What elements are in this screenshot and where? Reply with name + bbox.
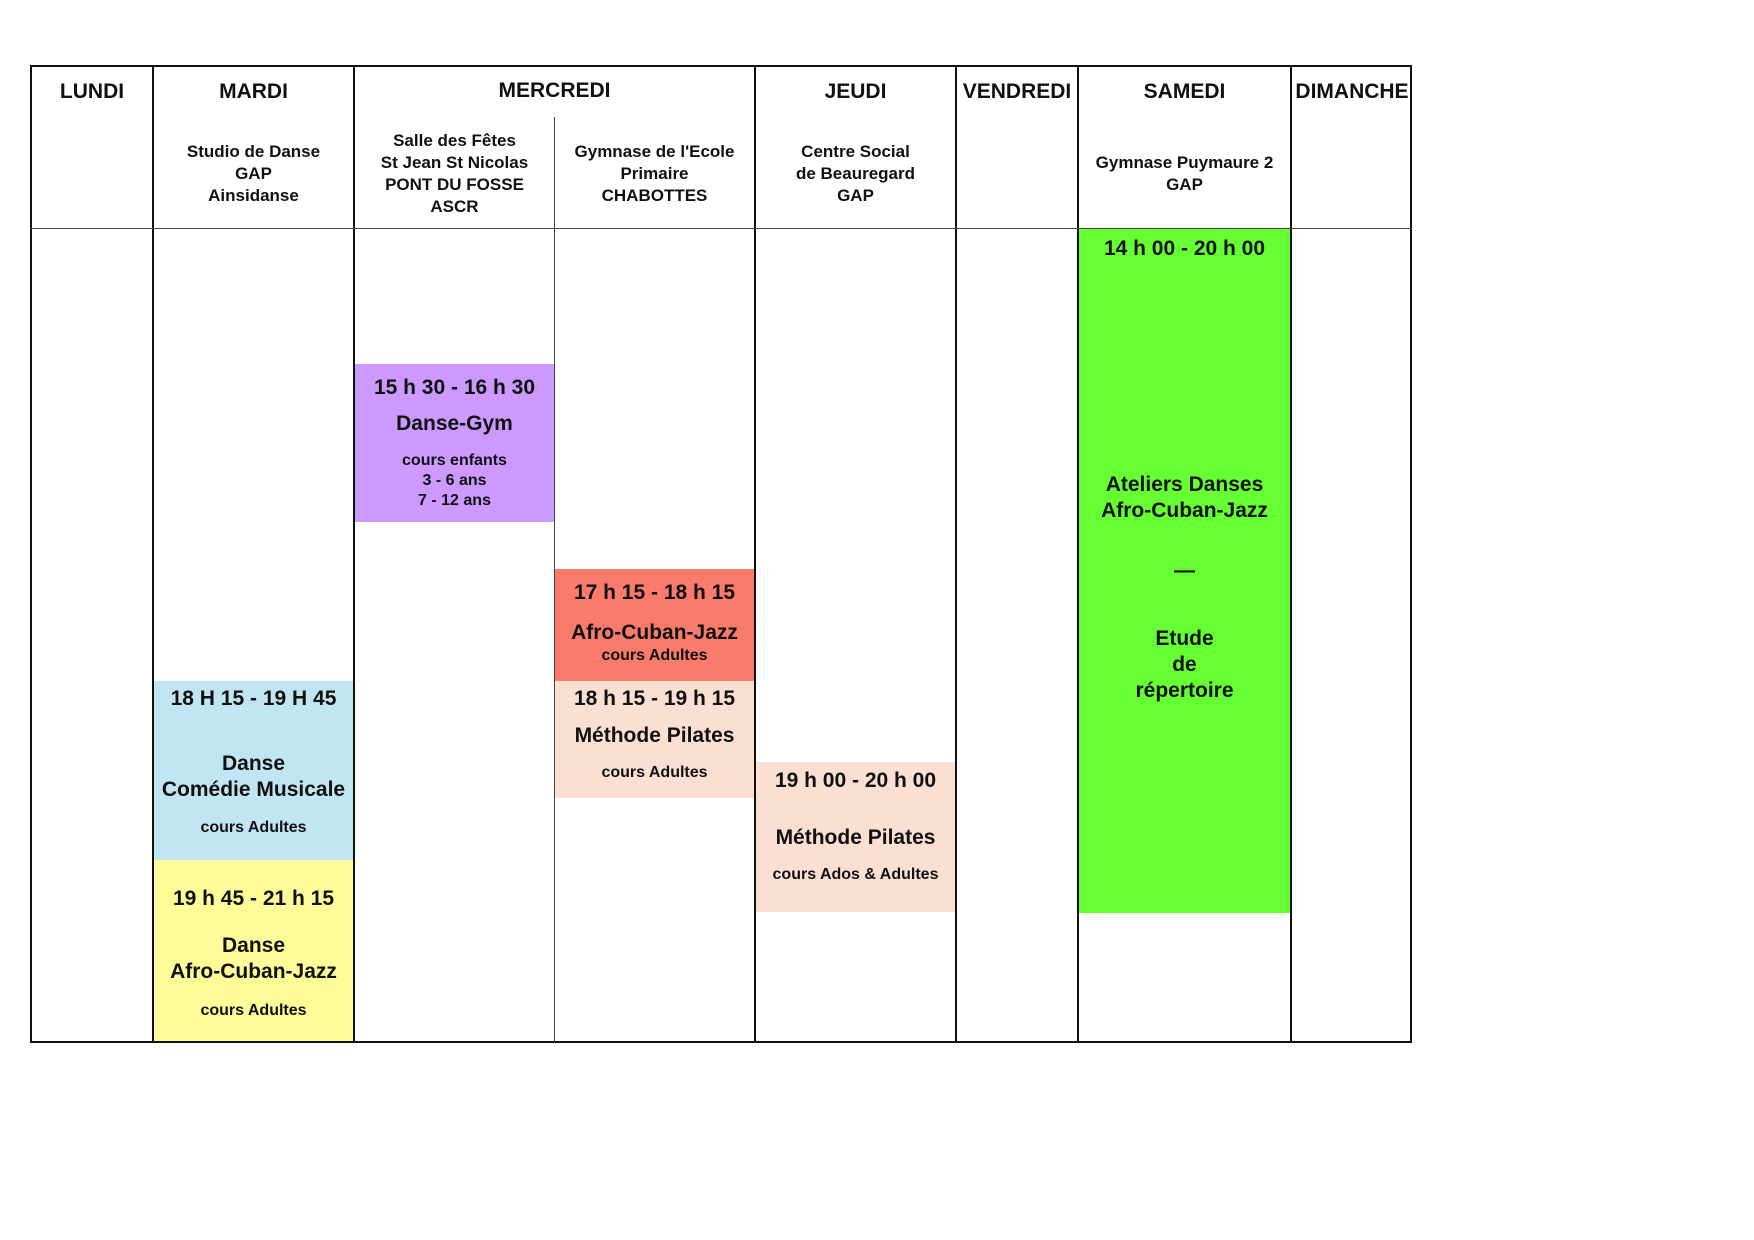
day-vendredi: VENDREDI	[962, 80, 1072, 103]
session-title: Ateliers Danses Afro-Cuban-Jazz	[1101, 473, 1268, 522]
day-dimanche: DIMANCHE	[1295, 80, 1409, 103]
day-lundi: LUNDI	[59, 80, 125, 103]
session-title: Danse Afro-Cuban-Jazz	[170, 934, 337, 983]
session-danse-gym	[355, 364, 554, 522]
session-time: 19 h 00 - 20 h 00	[774, 769, 937, 792]
session-note: cours Ados & Adultes	[772, 866, 939, 883]
col-sep-jeudi-vendredi	[955, 65, 957, 1043]
session-title: Afro-Cuban-Jazz	[571, 621, 738, 644]
session-time: 19 h 45 - 21 h 15	[172, 887, 335, 910]
session-comedie-musicale	[154, 681, 353, 860]
session-title: Danse Comédie Musicale	[161, 752, 346, 801]
session-pilates-mercredi	[555, 681, 754, 798]
session-time: 17 h 15 - 18 h 15	[573, 581, 736, 604]
session-title: Méthode Pilates	[574, 724, 735, 747]
col-sep-samedi-dimanche	[1290, 65, 1292, 1043]
session-time: 14 h 00 - 20 h 00	[1103, 237, 1266, 260]
venue-jeudi: Centre Social de Beauregard GAP	[795, 142, 916, 205]
session-pilates-jeudi	[756, 762, 955, 912]
day-mercredi: MERCREDI	[498, 79, 611, 102]
venue-mercredi-2: Gymnase de l'Ecole Primaire CHABOTTES	[574, 142, 735, 205]
session-time: 15 h 30 - 16 h 30	[373, 376, 536, 399]
session-time: 18 H 15 - 19 H 45	[170, 687, 337, 710]
session-title: Méthode Pilates	[775, 826, 936, 849]
session-note: cours Adultes	[200, 1002, 307, 1019]
session-time: 18 h 15 - 19 h 15	[573, 687, 736, 710]
session-afro-mercredi	[555, 569, 754, 681]
session-subtitle: Etude de répertoire	[1135, 627, 1234, 702]
day-samedi: SAMEDI	[1143, 80, 1226, 103]
venue-mardi: Studio de Danse GAP Ainsidanse	[186, 142, 321, 205]
venue-mercredi-1: Salle des Fêtes St Jean St Nicolas PONT DU FOSSE ASCR	[380, 131, 529, 216]
session-ateliers-samedi	[1079, 229, 1290, 913]
session-note: cours Adultes	[601, 647, 708, 664]
session-separator: —	[1174, 559, 1195, 582]
venue-samedi: Gymnase Puymaure 2 GAP	[1095, 153, 1274, 194]
session-title: Danse-Gym	[396, 412, 513, 435]
session-afro-mardi	[154, 860, 353, 1041]
session-note: cours Adultes	[200, 819, 307, 836]
day-jeudi: JEUDI	[824, 80, 887, 103]
session-note: cours enfants 3 - 6 ans 7 - 12 ans	[402, 452, 507, 509]
day-mardi: MARDI	[219, 80, 288, 103]
session-note: cours Adultes	[601, 764, 708, 781]
